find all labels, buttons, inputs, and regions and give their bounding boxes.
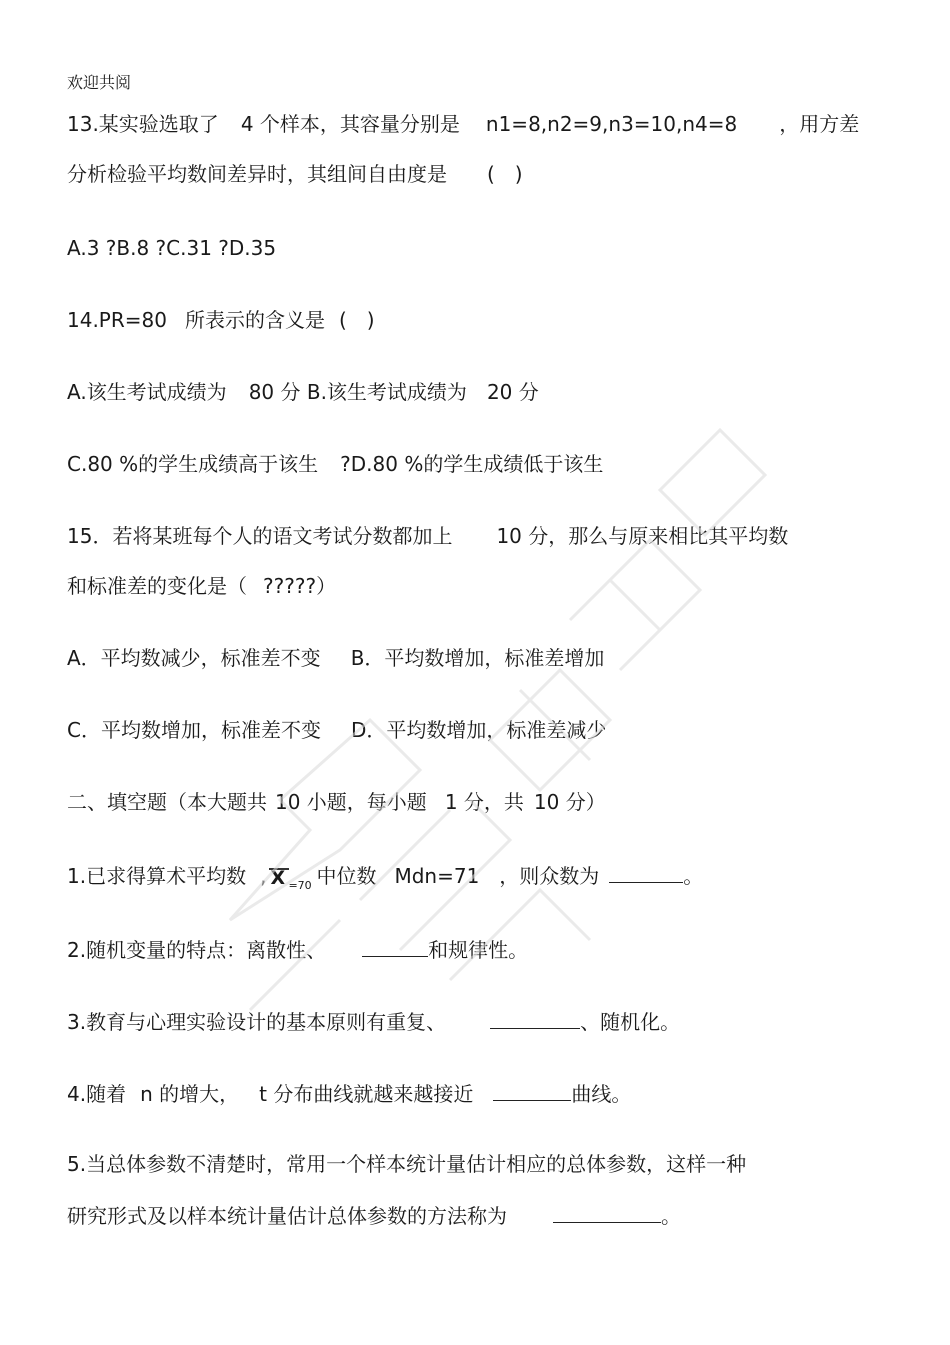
fill-2-text-b: 和规律性。: [428, 938, 529, 962]
q14-stem: [67, 308, 375, 332]
q15-option-b: B．平均数增加，标准差增加: [350, 646, 605, 670]
q14-option-b-end: 20 分: [486, 380, 539, 404]
fill-4-text-c: t 分布曲线就越来越接近: [259, 1082, 474, 1106]
q13-line2: [67, 162, 523, 186]
fill-5-line2: [67, 1202, 681, 1228]
fill-3-text-b: 、随机化。: [580, 1010, 681, 1034]
section2-title-b: 10 小题，每小题: [275, 790, 427, 814]
fill-1-text-a: 1.已求得算术平均数: [67, 864, 247, 888]
fill-3: [67, 1008, 680, 1034]
q13-line1: [67, 112, 859, 136]
q15-stem-b: 10 分，那么与原来相比其平均数: [496, 524, 789, 548]
q15-line2: [67, 574, 336, 598]
section2-title-a: 二、填空题（本大题共: [67, 790, 267, 814]
q15-option-d: D．平均数增加，标准差减少: [350, 718, 607, 742]
q15-stem-c: 和标准差的变化是（: [67, 574, 247, 598]
fill-4-text-a: 4.随着: [67, 1082, 127, 1106]
q15-options-ab: [67, 646, 604, 670]
q15-line1: [67, 524, 788, 548]
mean-formula-image: [266, 866, 316, 890]
q14-option-c: C.80 %的学生成绩高于该生: [67, 452, 319, 476]
q14-option-a: A.该生考试成绩为: [67, 380, 227, 404]
q14-option-d: ?D.80 %的学生成绩低于该生: [340, 452, 604, 476]
fill-4: [67, 1080, 631, 1106]
q13-options: A.3 ?B.8 ?C.31 ?D.35: [67, 236, 277, 260]
q13-answer-paren: ( ): [487, 162, 523, 186]
mean-symbol: X: [270, 866, 286, 889]
fill-4-text-d: 曲线。: [571, 1082, 632, 1106]
fill-5-blank[interactable]: [553, 1202, 661, 1223]
fill-1: [67, 862, 703, 890]
section2-title-c: 1 分，共: [444, 790, 524, 814]
q14-option-b: 80 分 B.该生考试成绩为: [248, 380, 467, 404]
q14-answer-paren: ( ): [338, 308, 375, 332]
fill-1-text-c: 中位数: [316, 864, 377, 888]
q15-option-a: A．平均数减少，标准差不变: [67, 646, 321, 670]
section2-title: [67, 790, 606, 814]
fill-5-period: 。: [661, 1204, 681, 1228]
fill-2: [67, 936, 528, 962]
q14-options-ab: [67, 380, 539, 404]
fill-2-text-a: 2.随机变量的特点：离散性、: [67, 938, 327, 962]
q15-answer-paren: ?????）: [263, 574, 337, 598]
fill-5-text: 研究形式及以样本统计量估计总体参数的方法称为: [67, 1204, 507, 1228]
fill-1-text-e: ，则众数为: [499, 864, 600, 888]
fill-1-comma: ,: [260, 864, 267, 888]
q15-stem-a: 15．若将某班每个人的语文考试分数都加上: [67, 524, 453, 548]
fill-4-text-b: n 的增大，: [140, 1082, 240, 1106]
fill-1-period: 。: [683, 864, 704, 888]
q13-stem-end: 分析检验平均数间差异时，其组间自由度是: [67, 162, 447, 186]
fill-5-line1: 5.当总体参数不清楚时，常用一个样本统计量估计相应的总体参数，这样一种: [67, 1152, 747, 1176]
mean-value: =70: [288, 878, 312, 892]
page-header: 欢迎共阅: [67, 73, 132, 92]
q13-text-a: 13.某实验选取了: [67, 112, 219, 136]
q14-pr: 14.PR=80: [67, 308, 167, 332]
q13-text-b: 4 个样本，其容量分别是: [240, 112, 460, 136]
q15-options-cd: [67, 718, 606, 742]
q13-text-d: ，用方差: [779, 112, 860, 136]
fill-1-blank[interactable]: [609, 862, 683, 883]
q14-stem-text: 所表示的含义是: [184, 308, 325, 332]
fill-1-median: Mdn=71: [394, 864, 480, 888]
fill-3-text-a: 3.教育与心理实验设计的基本原则有重复、: [67, 1010, 447, 1034]
q13-sample-sizes: n1=8,n2=9,n3=10,n4=8: [485, 112, 738, 136]
fill-2-blank[interactable]: [362, 936, 428, 957]
fill-3-blank[interactable]: [490, 1008, 580, 1029]
fill-4-blank[interactable]: [493, 1080, 571, 1101]
q14-options-cd: [67, 452, 603, 476]
q15-option-c: C．平均数增加，标准差不变: [67, 718, 321, 742]
section2-title-d: 10 分）: [533, 790, 606, 814]
